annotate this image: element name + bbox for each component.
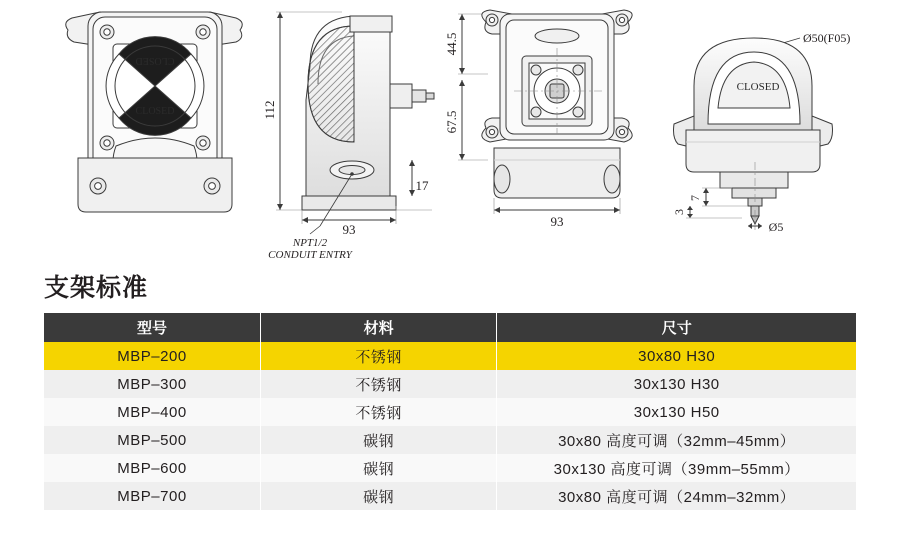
table-header-row (44, 313, 856, 342)
dimension-93-top: 93 (550, 214, 564, 229)
cell-material: 不锈钢 (260, 370, 496, 398)
cell-size: 30x80 高度可调（24mm–32mm） (497, 482, 856, 510)
cell-model: MBP–700 (44, 482, 260, 510)
closed-label-bottom: CLOSED (135, 106, 175, 117)
dimension-112: 112 (262, 100, 277, 120)
column-header-size: 尺寸 (497, 313, 856, 342)
cell-model: MBP–300 (44, 370, 260, 398)
column-header-material: 材料 (260, 313, 496, 342)
cell-size: 30x130 H30 (497, 370, 856, 398)
cell-size: 30x130 H50 (497, 398, 856, 426)
cell-material: 不锈钢 (260, 342, 496, 370)
dimension-17: 17 (415, 178, 429, 193)
npt-label-line1: NPT1/2 (292, 237, 328, 249)
table-row (44, 482, 856, 510)
table-row (44, 370, 856, 398)
cell-model: MBP–600 (44, 454, 260, 482)
technical-drawing-panel (0, 0, 900, 258)
cell-material: 不锈钢 (260, 398, 496, 426)
cell-material: 碳钢 (260, 482, 496, 510)
table-row (44, 398, 856, 426)
page-title: 支架标准 (44, 274, 149, 302)
dimension-93-front: 93 (342, 222, 356, 237)
cell-size: 30x80 H30 (497, 342, 856, 370)
dimension-67-5: 67.5 (444, 110, 459, 134)
dimension-3: 3 (672, 209, 686, 215)
table-row (44, 454, 856, 482)
view-top-plan (444, 10, 632, 229)
view-isometric-bottom (672, 31, 850, 234)
view-side-section (262, 12, 434, 258)
cell-size: 30x80 高度可调（32mm–45mm） (497, 426, 856, 454)
cell-model: MBP–400 (44, 398, 260, 426)
view-front-cover (66, 12, 243, 212)
dimension-7: 7 (688, 195, 702, 201)
dimension-44-5: 44.5 (444, 32, 459, 56)
cell-model: MBP–500 (44, 426, 260, 454)
cell-material: 碳钢 (260, 454, 496, 482)
limit-switch-box-drawings (0, 0, 900, 258)
npt-label-line2: CONDUIT ENTRY (268, 249, 352, 258)
bracket-standard-table (44, 313, 856, 510)
table-row (44, 342, 856, 370)
table-row (44, 426, 856, 454)
closed-label-right: CLOSED (736, 81, 780, 93)
dimension-5: Ø5 (768, 220, 784, 234)
cell-size: 30x130 高度可调（39mm–55mm） (497, 454, 856, 482)
closed-label-top: CLOSED (135, 55, 175, 66)
cell-model: MBP–200 (44, 342, 260, 370)
cell-material: 碳钢 (260, 426, 496, 454)
dimension-50-f05: Ø50(F05) (803, 31, 851, 45)
column-header-model: 型号 (44, 313, 260, 342)
